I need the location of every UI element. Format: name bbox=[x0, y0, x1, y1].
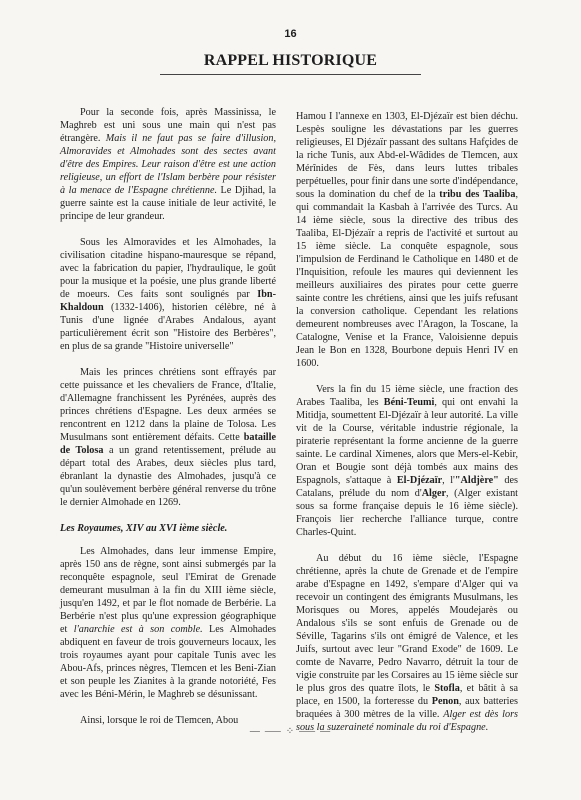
paragraph-tlemcen: Ainsi, lorsque le roi de Tlemcen, Abou bbox=[80, 715, 239, 726]
paragraph-beni-teumi: Vers la fin du 15 ième siècle, une fraction des Arabes Taaliba, les Béni-Teumi, qui ont envahi la Mitidja, soumettent El-Djézaïr à leur autorité. La ville vit de la Course, véritable industrie régionale, la piraterie représentant la forme ancienne de la guerre sainte. Le cardinal Ximenes, alors que Mers-el-Kebir, Oran et Bougie sont déjà tombés aux mains des Espagnols, s'attaque à El-Djézaïr, l'"Aldjère" des Catalans, prélude du nom d'Alger, (Alger existant sous sa forme française depuis le 16 ième siècle). François lier recherche l'alliance turque, contre Charles-Quint. bbox=[296, 384, 518, 538]
section-heading-royaumes: Les Royaumes, XIV au XVI ième siècle. bbox=[60, 523, 228, 534]
left-column bbox=[60, 106, 276, 740]
bataille-de-tolosa: bataille de Tolosa bbox=[60, 432, 276, 456]
paragraph-tolosa: Mais les princes chrétiens sont effrayés par cette puissance et les chevaliers de France, d'Italie, d'Allemagne franchissent les Pyrénées, auprès des princes chrétiens d'Espagne. Les deux armées se rencontrent en 1212 dans la plaine de Tolosa. Les Musulmans sont entièrement défaits. Cette bataille de Tolosa a un grand retentissement, prélude au départ total des Arabes, deux siècles plus tard, ébranlant la dynastie des Almohades, jusqu'à ce qu'un soulèvement berbère général renverse du trône le dernier Almohade en 1269. bbox=[60, 367, 276, 508]
paragraph-civilisation: Sous les Almoravides et les Almohades, la civilisation citadine hispano-mauresque se répand, avec la fabrication du papier, l'hydraulique, le goût pour la musique et la poésie, une plus grande liberté de moeurs. Ces faits sont soulignés par Ibn-Khaldoun (1332-1406), historien célèbre, né à Tunis d'une lignée d'Arabes Andalous, ayant particulièrement écrit son "Histoire des Berbères", en plus de sa grande "Histoire universelle" bbox=[60, 237, 276, 352]
paragraph-16-siecle: Au début du 16 ième siècle, l'Espagne chrétienne, après la chute de Grenade et de l'empire arabe d'Espagne en 1492, s'empare d'Alger qui va recevoir un contingent des émigrants Musulmans, les Morisques ou Mores, appelés Moudejarès ou Andalous s'ils se sont enfuis de Grenade ou de Séville, Tagarins s'ils ont émigré de Valence, et les Juifs, surtout avec leur "Grand Exode" de 1609. Le comte de Navarre, Pedro Navarro, détruit la tour de vigie construite par les Corsaires au 15 ième siècle sur le plus gros des quatre îlots, le Stofla, et bâtit à sa place, en 1500, la forteresse du Penon, aux batteries braquées à 300 mètres de la ville. Alger est dès lors sous la suzeraineté nominale du roi d'Espagne. bbox=[296, 553, 518, 733]
right-column bbox=[296, 110, 518, 747]
page-number: 16 bbox=[284, 28, 297, 40]
page-title: RAPPEL HISTORIQUE bbox=[203, 52, 378, 69]
paragraph-almoravides-almohades: Pour la seconde fois, après Massinissa, le Maghreb est uni sous une main qui n'est pas étrangère. Mais il ne faut pas se faire d'illusion, Almoravides et Almohades sont des sectes avant d'être des Empires. Leur raison d'être est une action religieuse, un effort de l'Islam berbère pour résister à la menace de l'Espagne chrétienne. Le Djihad, la guerre sainte est la cause initiale de leur activité, le principe de leur grandeur. bbox=[60, 107, 277, 222]
tribu-des-taaliba: tribu des Taaliba bbox=[439, 189, 516, 200]
ibn-khaldoun: Ibn-Khaldoun bbox=[60, 289, 276, 313]
paragraph-el-djezair: Hamou I l'annexe en 1303, El-Djézaïr est bien déchu. Lespès souligne les dévastations par les guerres religieuses, El Djézaïr passant des sultans Hafçides de la riche Tunis, aux Abd-el-Wâdides de Tlemcen, aux Mérînides de Fès, dans leurs luttes tribales perpétuelles, pour finir dans une sorte d'indépendance, sous la domination du chef de la tribu des Taaliba, qui commandait la Kasbah à l'arrivée des Turcs. Au 14 ième siècle, sous la directive des tribus des Taaliba, El-Djézaïr a repris de l'activité et surtout au 15 ième siècle. La conquête espagnole, sous l'impulsion de Ferdinand le Catholique en 1480 et de l'Inquisition, refoule les maures qui deviennent les meilleurs auxiliaires des pirates pour cette guerre sainte contre les chrétiens, ainsi que les juifs refusant la conversion catholique. Cependant les relations demeurent nombreuses avec l'Aragon, la Toscane, la Catalogne, Venise et la France, Valoisienne depuis Jean le Bon en 1328, Bourbone depuis Henri IV en 1600. bbox=[296, 111, 518, 369]
title-underline bbox=[160, 74, 421, 75]
footer-ornament: — ⸺ ⁘ ⸺ — bbox=[249, 726, 332, 737]
paragraph-royaumes: Les Almohades, dans leur immense Empire, après 150 ans de règne, sont ainsi submergés par la reconquête espagnole, seul l'Emirat de Grenade demeurant musulman à la fin du XIII ième siècle, jusqu'en 1492, et par le flot nomade de Berbérie. La Berbérie n'est plus qu'une expression géographique et l'anarchie est à son comble. Les Almohades abdiquent en faveur de trois gouverneurs locaux, les trois royaumes ayant pour capitale Tunis avec les Abou-Afs, princes nègres, Tlemcen et les Beni-Zian et son peuple les Zianites à la grande notoriété, Fes avec les Béni-Mérin, le Maghreb se désunissant. bbox=[60, 546, 276, 700]
